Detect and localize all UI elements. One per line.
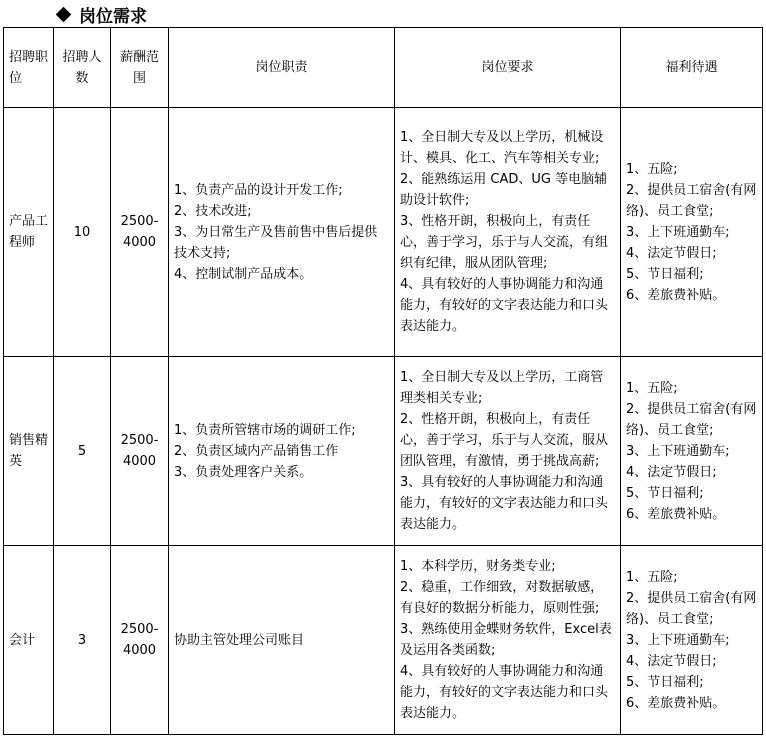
requirement-item: 2、稳重，工作细致，对数据敏感，有良好的数据分析能力，原则性强; xyxy=(400,580,604,616)
requirement-item: 3、性格开朗，积极向上，有责任心，善于学习，乐于与人交流，有组织有纪律，服从团队管理; xyxy=(400,214,609,271)
benefit-item: 3、上下班通勤车; xyxy=(626,632,730,648)
cell-duties xyxy=(169,108,395,357)
cell-requirements xyxy=(395,108,621,357)
benefit-item: 3、上下班通勤车; xyxy=(626,224,730,240)
benefit-item: 5、节日福利; xyxy=(626,485,704,501)
header-salary: 薪酬范围 xyxy=(111,28,169,108)
cell-requirements xyxy=(395,357,621,546)
cell-count: 3 xyxy=(54,546,111,735)
duty-item: 1、负责所管辖市场的调研工作; xyxy=(174,422,356,438)
job-requirements-table xyxy=(3,27,763,735)
header-count: 招聘人数 xyxy=(54,28,111,108)
duty-item: 4、控制试制产品成本。 xyxy=(174,266,313,282)
header-requirements: 岗位要求 xyxy=(395,28,621,108)
benefit-item: 2、提供员工宿舍(有网络)、员工食堂; xyxy=(626,401,757,438)
cell-benefits xyxy=(621,357,763,546)
header-position: 招聘职位 xyxy=(4,28,54,108)
requirement-item: 3、具有较好的人事协调能力和沟通能力，有较好的文字表达能力和口头表达能力。 xyxy=(400,475,609,532)
requirement-item: 1、全日制大专及以上学历，机械设计、模具、化工、汽车等相关专业; xyxy=(400,130,604,166)
benefit-item: 2、提供员工宿舍(有网络)、员工食堂; xyxy=(626,590,757,627)
cell-position: 产品工程师 xyxy=(4,108,54,357)
requirement-item: 3、熟练使用金蝶财务软件，Excel表及运用各类函数; xyxy=(400,622,612,658)
header-duties: 岗位职责 xyxy=(169,28,395,108)
section-title-text: 岗位需求 xyxy=(79,7,147,27)
requirement-item: 1、本科学历，财务类专业; xyxy=(400,559,556,574)
benefit-item: 4、法定节假日; xyxy=(626,653,717,669)
benefit-item: 3、上下班通勤车; xyxy=(626,443,730,459)
benefit-item: 6、差旅费补贴。 xyxy=(626,287,726,303)
duty-item: 3、为日常生产及售前售中售后提供技术支持; xyxy=(174,224,378,261)
cell-salary: 2500-4000 xyxy=(111,546,169,735)
cell-benefits xyxy=(621,546,763,735)
table-row xyxy=(4,357,763,546)
diamond-bullet-icon xyxy=(56,7,72,23)
cell-benefits xyxy=(621,108,763,357)
cell-count: 10 xyxy=(54,108,111,357)
cell-duties xyxy=(169,357,395,546)
benefit-item: 4、法定节假日; xyxy=(626,464,717,480)
cell-salary: 2500-4000 xyxy=(111,108,169,357)
benefit-item: 5、节日福利; xyxy=(626,674,704,690)
requirement-item: 4、具有较好的人事协调能力和沟通能力，有较好的文字表达能力和口头表达能力。 xyxy=(400,277,609,334)
cell-position: 销售精英 xyxy=(4,357,54,546)
table-row xyxy=(4,108,763,357)
benefit-item: 1、五险; xyxy=(626,569,678,585)
benefit-item: 2、提供员工宿舍(有网络)、员工食堂; xyxy=(626,182,757,219)
requirement-item: 4、具有较好的人事协调能力和沟通能力，有较好的文字表达能力和口头表达能力。 xyxy=(400,664,609,721)
table-row xyxy=(4,546,763,735)
benefit-item: 1、五险; xyxy=(626,380,678,396)
table-header-row xyxy=(4,28,763,108)
benefit-item: 6、差旅费补贴。 xyxy=(626,506,726,522)
benefit-item: 6、差旅费补贴。 xyxy=(626,695,726,711)
benefit-item: 5、节日福利; xyxy=(626,266,704,282)
cell-position: 会计 xyxy=(4,546,54,735)
duty-item: 2、负责区域内产品销售工作 xyxy=(174,443,339,459)
cell-salary: 2500-4000 xyxy=(111,357,169,546)
benefit-item: 1、五险; xyxy=(626,161,678,177)
duty-item: 协助主管处理公司账目 xyxy=(174,632,305,648)
cell-duties xyxy=(169,546,395,735)
header-benefits: 福利待遇 xyxy=(621,28,763,108)
duty-item: 1、负责产品的设计开发工作; xyxy=(174,182,343,198)
benefit-item: 4、法定节假日; xyxy=(626,245,717,261)
duty-item: 2、技术改进; xyxy=(174,203,252,219)
requirement-item: 2、能熟练运用 CAD、UG 等电脑辅助设计软件; xyxy=(400,172,608,208)
duty-item: 3、负责处理客户关系。 xyxy=(174,464,313,480)
cell-requirements xyxy=(395,546,621,735)
cell-count: 5 xyxy=(54,357,111,546)
requirement-item: 2、性格开朗，积极向上，有责任心，善于学习，乐于与人交流，服从团队管理，有激情，勇于挑战高薪; xyxy=(400,412,609,469)
section-title xyxy=(58,2,147,27)
requirement-item: 1、全日制大专及以上学历，工商管理类相关专业; xyxy=(400,370,604,406)
